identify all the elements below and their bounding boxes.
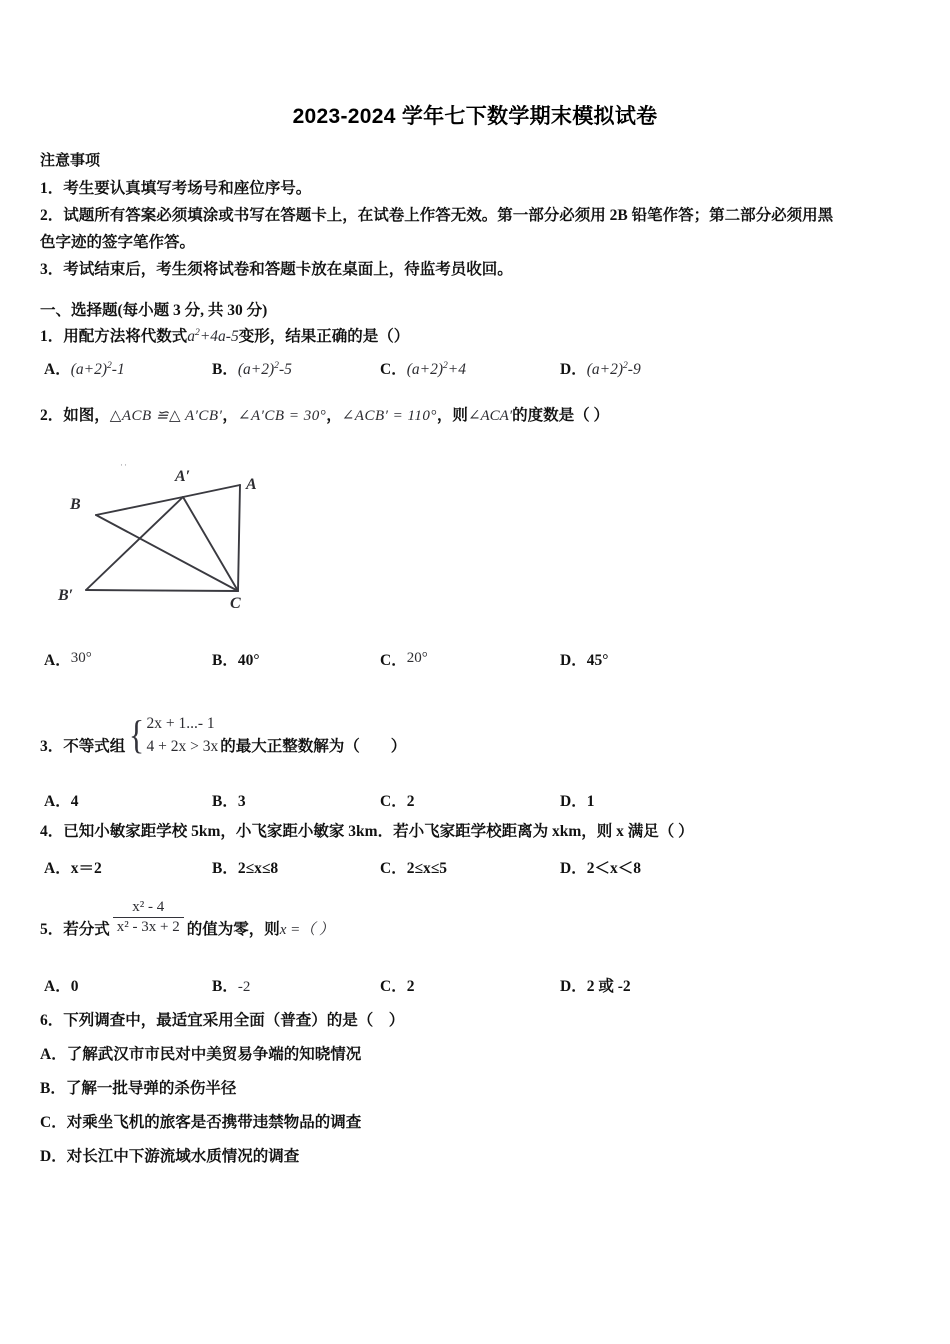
question-6-option-a-text: 了解武汉市市民对中美贸易争端的知晓情况 [66, 1046, 362, 1063]
question-5-text-before: 若分式 [63, 920, 110, 938]
question-6-option-c[interactable] [40, 1111, 920, 1135]
question-1-option-d[interactable]: D．$(a+2)^2-9$ [560, 359, 641, 378]
question-4-stem [40, 820, 920, 844]
question-6-option-a-label: A． [40, 1046, 67, 1063]
question-2-text-then: 则 [452, 407, 468, 424]
question-2-angle-3: ∠ACA′ [467, 408, 513, 424]
question-6-option-d[interactable] [40, 1145, 920, 1169]
question-6-option-b[interactable] [40, 1077, 920, 1101]
question-3-system-row-2: 4 + 2x > 3x [146, 738, 219, 755]
question-3-options [40, 789, 920, 815]
question-6-option-b-label: B． [40, 1080, 66, 1097]
question-4-text: 已知小敏家距学校 5km，小飞家距小敏家 3km．若小飞家距学校距离为 xkm，则 x 满足（ ） [63, 823, 694, 840]
question-2-option-c[interactable]: C．20° [380, 650, 428, 669]
question-2-angle-2: ∠ACB′ = 110° [341, 408, 437, 424]
figure-label-B-prime: B′ [58, 587, 74, 604]
question-2-stem: 2．如图，△ACB ≌△ A′CB′，∠A′CB = 30°，∠ACB′ = 110°，则∠ACA′的度数是（ ） [40, 407, 610, 424]
question-3-option-d[interactable]: D．1 [560, 793, 595, 810]
fraction-numerator: x² - 4 [132, 899, 165, 915]
question-6-stem [40, 1009, 920, 1033]
question-4-option-d[interactable]: D．2＜x＜8 [560, 860, 641, 877]
question-5-text-var: x =（ ） [279, 921, 335, 938]
question-2-angle-1: ∠A′CB = 30° [237, 408, 327, 424]
question-5-option-a[interactable]: A．0 [44, 978, 79, 995]
notice-heading: 注意事项 [40, 153, 101, 169]
notice-item-2: 2．试题所有答案必须填涂或书写在答题卡上，在试卷上作答无效。第一部分必须用 2B 铅笔作答；第二部分必须用黑 [40, 207, 834, 224]
question-5-option-d[interactable]: D．2 或 -2 [560, 978, 631, 995]
figure-label-A: A [246, 476, 257, 493]
question-6-number: 6． [40, 1012, 64, 1029]
question-6-option-c-label: C． [40, 1114, 67, 1131]
question-1-text-before: 用配方法将代数式 [63, 328, 188, 345]
notice-item-1: 1．考生要认真填写考场号和座位序号。 [40, 180, 312, 197]
question-2-option-d[interactable]: D．45° [560, 652, 609, 669]
question-6-option-a[interactable] [40, 1043, 920, 1067]
question-3-option-a[interactable]: A．4 [44, 793, 79, 810]
question-6-text: 下列调查中，最适宜采用全面（普查）的是（ ） [63, 1012, 405, 1029]
question-6-option-d-label: D． [40, 1148, 67, 1165]
question-2-options [40, 648, 920, 674]
question-2-number: 2． [40, 407, 64, 424]
question-6-option-b-text: 了解一批导弹的杀伤半径 [65, 1080, 237, 1097]
figure-label-A-prime: A′ [175, 468, 191, 485]
question-4-options [40, 856, 920, 882]
question-4-option-a[interactable]: A．x＝2 [44, 860, 102, 877]
question-5-option-b[interactable]: B．-2 [212, 978, 251, 995]
question-1-stem [40, 325, 920, 349]
question-1-options [40, 357, 920, 383]
question-3-stem [40, 712, 920, 758]
question-4-option-b[interactable]: B．2≤x≤8 [212, 860, 279, 877]
question-4-option-c[interactable]: C．2≤x≤5 [380, 860, 447, 877]
question-3-system-row-1: 2x + 1...- 1 [146, 715, 215, 732]
question-2-text-after: 的度数是（ ） [512, 407, 610, 424]
left-brace-icon: { [129, 712, 145, 757]
question-2-text-intro: 如图， [63, 407, 110, 424]
question-1-text-after: 变形，结果正确的是（） [238, 328, 410, 345]
section-heading: 一、选择题(每小题 3 分, 共 30 分) [40, 302, 268, 319]
fraction-denominator: x² - 3x + 2 [113, 917, 184, 937]
question-5-options [40, 974, 920, 1000]
question-3-inequality-system [127, 712, 218, 758]
question-1-expression: $a^2+4a-5$ [187, 326, 239, 345]
page-title: 2023-2024 学年七下数学期末模拟试卷 [292, 105, 658, 128]
notice-item-2-cont: 色字迹的签字笔作答。 [40, 234, 196, 251]
figure-label-C: C [230, 595, 241, 612]
question-6-option-c-text: 对乘坐飞机的旅客是否携带违禁物品的调查 [66, 1114, 362, 1131]
question-1-option-c[interactable]: C．$(a+2)^2+4$ [380, 359, 467, 378]
question-5-number: 5． [40, 920, 64, 938]
question-3-number: 3． [40, 738, 64, 755]
question-5-stem [40, 900, 920, 939]
notice-block [40, 148, 912, 283]
question-1-number: 1． [40, 328, 64, 345]
question-3-text-after: 的最大正整数解为（ ） [220, 738, 407, 755]
question-2-option-a[interactable]: A．30° [44, 650, 92, 669]
notice-item-3: 3．考试结束后，考生须将试卷和答题卡放在桌面上，待监考员收回。 [40, 261, 513, 278]
question-2-option-b[interactable]: B．40° [212, 652, 260, 669]
question-5-text-mid: 的值为零，则 [186, 920, 280, 938]
question-2-geometry-figure [58, 452, 308, 620]
question-5-fraction [113, 898, 184, 937]
figure-speck: ·· [120, 460, 128, 470]
question-4-number: 4． [40, 823, 64, 840]
question-6-option-d-text: 对长江中下游流域水质情况的调查 [66, 1148, 300, 1165]
question-3-option-b[interactable]: B．3 [212, 793, 246, 810]
question-3-text-before: 不等式组 [63, 738, 126, 755]
question-1-option-a[interactable]: A．$(a+2)^2-1$ [44, 359, 125, 378]
question-1-option-b[interactable]: B．$(a+2)^2-5$ [212, 359, 292, 378]
figure-label-B: B [70, 496, 81, 513]
question-5-option-c[interactable]: C．2 [380, 978, 415, 995]
question-3-option-c[interactable]: C．2 [380, 793, 415, 810]
question-2-congruence: △ACB ≌△ A′CB′ [109, 408, 223, 424]
